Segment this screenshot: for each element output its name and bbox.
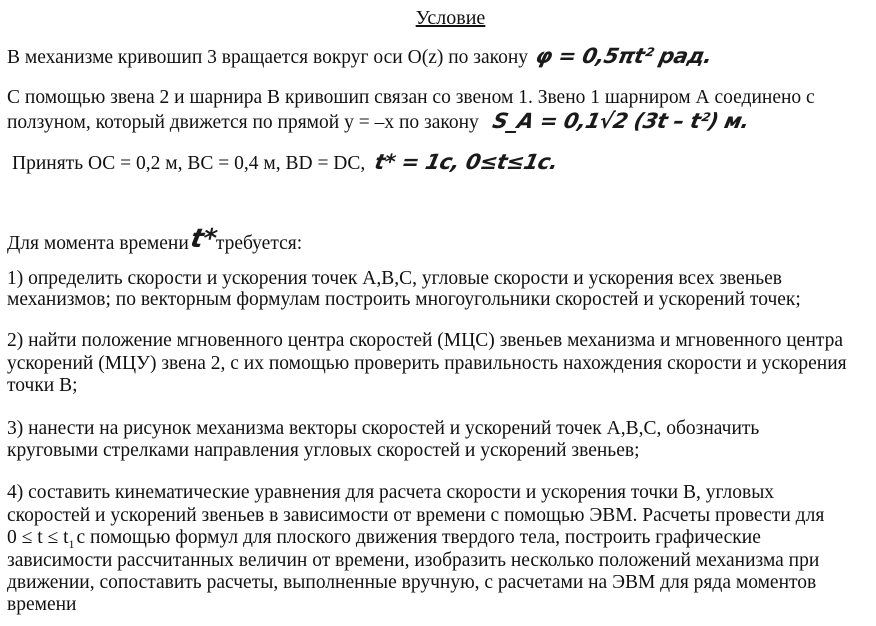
intro-text-3: ползуном, который движется по прямой у = –х по закону: [7, 112, 479, 133]
item-4-text-1: 4) составить кинематические уравнения для расчета скорости и ускорения точки В, угловых: [7, 482, 775, 503]
item-2-line-2: [7, 353, 847, 375]
item-1-text-2: механизмов; по векторным формулам построить многоугольники скоростей и ускорений точек;: [7, 289, 801, 310]
item-4-text-6: времени: [7, 594, 77, 615]
item-4-text-3: с помощью формул для плоского движения твердого тела, построить графические: [76, 527, 761, 548]
item-4-line-6: [7, 594, 76, 616]
item-4-line-4: [7, 550, 819, 572]
item-4-text-5: движении, сопоставить расчеты, выполненные вручную, с расчетами на ЭВМ для ряда моментов: [7, 572, 817, 593]
time-symbol: t*: [187, 224, 220, 254]
title-text: Условие: [415, 7, 486, 29]
intro-text-4: Принять ОС = 0,2 м, ВС = 0,4 м, BD = DC,: [12, 153, 366, 174]
item-4-line-5: [7, 572, 816, 594]
item-1-line-2: [7, 289, 801, 311]
task-lead: [7, 224, 303, 255]
item-1-text-1: 1) определить скорости и ускорения точек А,В,С, угловые скорости и ускорения всех звеньев: [7, 268, 782, 289]
item-3-line-1: [7, 418, 759, 440]
intro-line-4: [12, 150, 561, 175]
intro-line-1: [7, 44, 715, 69]
intro-line-3: [7, 109, 752, 134]
item-1-line-1: [7, 268, 782, 290]
item-4-range: 0 ≤ t ≤ t: [7, 527, 69, 548]
intro-text-1: В механизме кривошип 3 вращается вокруг оси О(z) по закону: [7, 47, 529, 68]
intro-text-2: С помощью звена 2 и шарнира В кривошип связан со звеном 1. Звено 1 шарниром А соединено с: [7, 87, 815, 108]
rotation-law: φ = 0,5πt² рад.: [533, 44, 715, 68]
item-3-line-2: [7, 440, 639, 462]
item-4-line-2: [7, 505, 824, 527]
item-4-text-4: зависимости рассчитанных величин от времени, изобразить несколько положений механизма при: [7, 550, 820, 571]
item-4-line-1: [7, 482, 774, 504]
page-title: [0, 6, 876, 30]
item-2-line-3: [7, 375, 78, 397]
intro-line-2: [7, 87, 815, 109]
item-2-text-2: ускорений (МЦУ) звена 2, с их помощью проверить правильность нахождения скорости и ускорения: [7, 353, 847, 374]
time-conditions: t* = 1с, 0≤t≤1с.: [372, 150, 561, 174]
item-3-text-1: 3) нанести на рисунок механизма векторы скоростей и ускорений точек А,В,С, обозначить: [7, 418, 760, 439]
item-2-text-3: точки В;: [7, 375, 78, 396]
item-2-text-1: 2) найти положение мгновенного центра скоростей (МЦС) звеньев механизма и мгновенного центра: [7, 330, 844, 351]
item-4-subscript: 1: [68, 536, 75, 551]
slider-law: S_A = 0,1√2 (3t – t²) м.: [490, 109, 752, 133]
item-4-text-2: скоростей и ускорений звеньев в зависимости от времени с помощью ЭВМ. Расчеты провести для: [7, 505, 825, 526]
task-lead-end: требуется:: [215, 233, 303, 254]
task-lead-text: Для момента времени: [7, 233, 189, 254]
item-3-text-2: круговыми стрелками направления угловых скоростей и ускорений звеньев;: [7, 440, 640, 461]
item-2-line-1: [7, 330, 843, 352]
